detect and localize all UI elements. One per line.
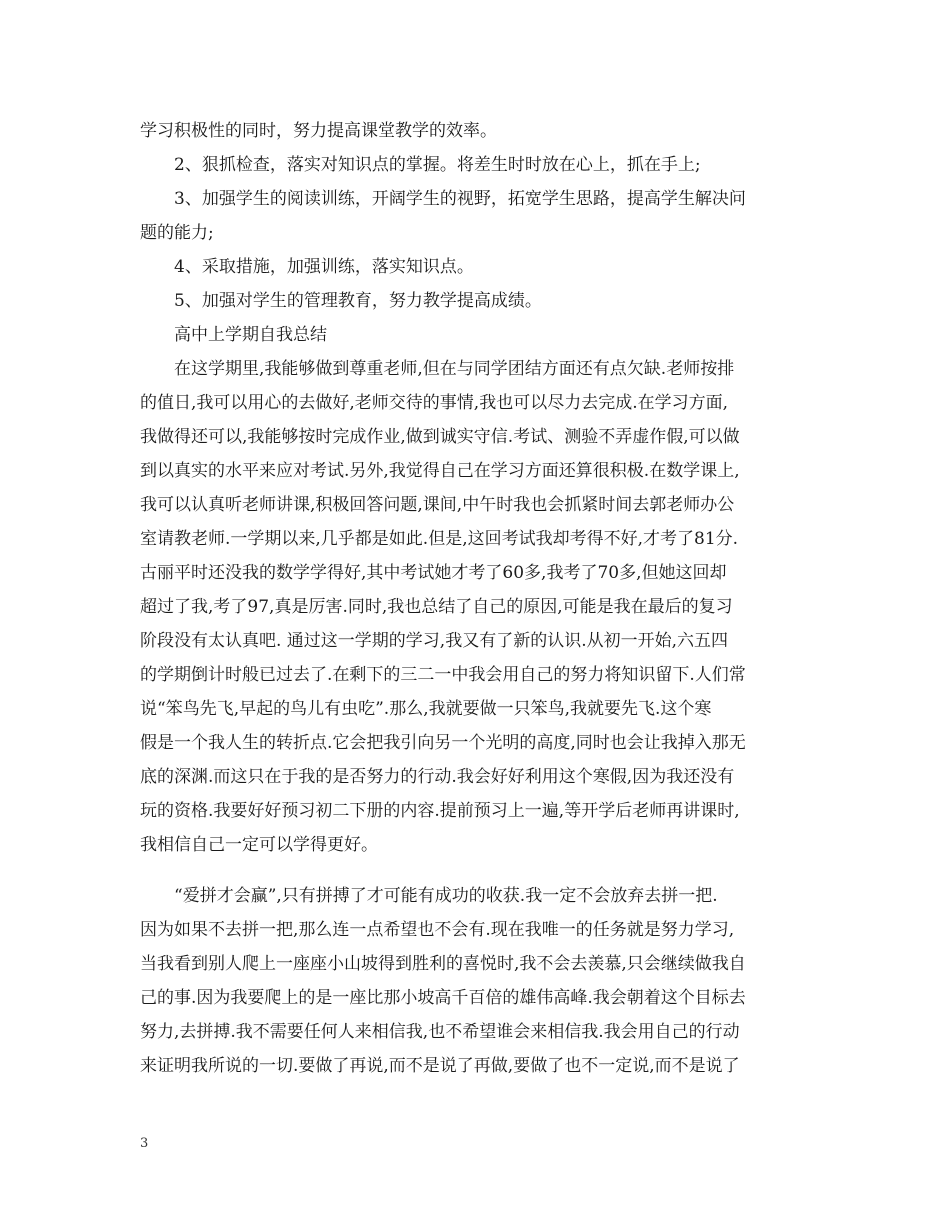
document-body [140,114,816,1083]
text-line: 学习积极性的同时，努力提高课堂教学的效率。 [140,121,497,141]
text-line: 超过了我,考了97,真是厉害.同时,我也总结了自己的原因,可能是我在最后的复习 [140,597,733,617]
paragraph [140,318,816,352]
text-line: 我相信自己一定可以学得更好。 [140,835,378,855]
text-line: “爱拼才会赢”,只有拼搏了才可能有成功的收获.我一定不会放弃去拼一把. [174,886,718,906]
text-line: 我可以认真听老师讲课,积极回答问题,课间,中午时我也会抓紧时间去郭老师办公 [140,495,735,515]
text-line: 的学期倒计时般已过去了.在剩下的三二一中我会用自己的努力将知识留下.人们常 [140,665,746,685]
paragraph [140,879,816,1083]
paragraph-gap [140,862,816,879]
text-line: 我做得还可以,我能够按时完成作业,做到诚实守信.考试、测验不弄虚作假,可以做 [140,427,740,447]
text-line: 的值日,我可以用心的去做好,老师交待的事情,我也可以尽力去完成.在学习方面, [140,393,729,413]
text-line: 到以真实的水平来应对考试.另外,我觉得自己在学习方面还算很积极.在数学课上, [140,461,740,481]
text-line: 来证明我所说的一切.要做了再说,而不是说了再做,要做了也不一定说,而不是说了 [140,1056,740,1076]
text-line: 假是一个我人生的转折点.它会把我引向另一个光明的高度,同时也会让我掉入那无 [140,733,746,753]
paragraph [140,182,816,250]
text-line: 在这学期里,我能够做到尊重老师,但在与同学团结方面还有点欠缺.老师按排 [174,359,735,379]
text-line: 题的能力; [140,223,214,243]
text-line: 高中上学期自我总结 [174,325,327,345]
text-line: 2、狠抓检查，落实对知识点的掌握。将差生时时放在心上，抓在手上; [174,155,701,175]
paragraph [140,114,816,148]
paragraph [140,352,816,862]
text-line: 5、加强对学生的管理教育，努力教学提高成绩。 [174,291,542,311]
text-line: 当我看到别人爬上一座座小山坡得到胜利的喜悦时,我不会去羡慕,只会继续做我自 [140,954,746,974]
text-line: 己的事.因为我要爬上的是一座比那小坡高千百倍的雄伟高峰.我会朝着这个目标去 [140,988,746,1008]
text-line: 玩的资格.我要好好预习初二下册的内容.提前预习上一遍,等开学后老师再讲课时, [140,801,740,821]
text-line: 古丽平时还没我的数学学得好,其中考试她才考了60多,我考了70多,但她这回却 [140,563,727,583]
text-line: 说“笨鸟先飞,早起的鸟儿有虫吃”.那么,我就要做一只笨鸟,我就要先飞.这个寒 [140,699,712,719]
text-line: 底的深渊.而这只在于我的是否努力的行动.我会好好利用这个寒假,因为我还没有 [140,767,735,787]
paragraph [140,284,816,318]
text-line: 3、加强学生的阅读训练，开阔学生的视野，拓宽学生思路，提高学生解决问 [174,189,746,209]
page-number: 3 [140,1136,149,1151]
text-line: 因为如果不去拼一把,那么连一点希望也不会有.现在我唯一的任务就是努力学习, [140,920,735,940]
text-line: 室请教老师.一学期以来,几乎都是如此.但是,这回考试我却考得不好,才考了81分. [140,529,739,549]
text-line: 阶段没有太认真吧. 通过这一学期的学习,我又有了新的认识.从初一开始,六五四 [140,631,729,651]
text-line: 努力,去拼搏.我不需要任何人来相信我,也不希望谁会来相信我.我会用自己的行动 [140,1022,740,1042]
paragraph [140,148,816,182]
paragraph [140,250,816,284]
text-line: 4、采取措施，加强训练，落实知识点。 [174,257,474,277]
